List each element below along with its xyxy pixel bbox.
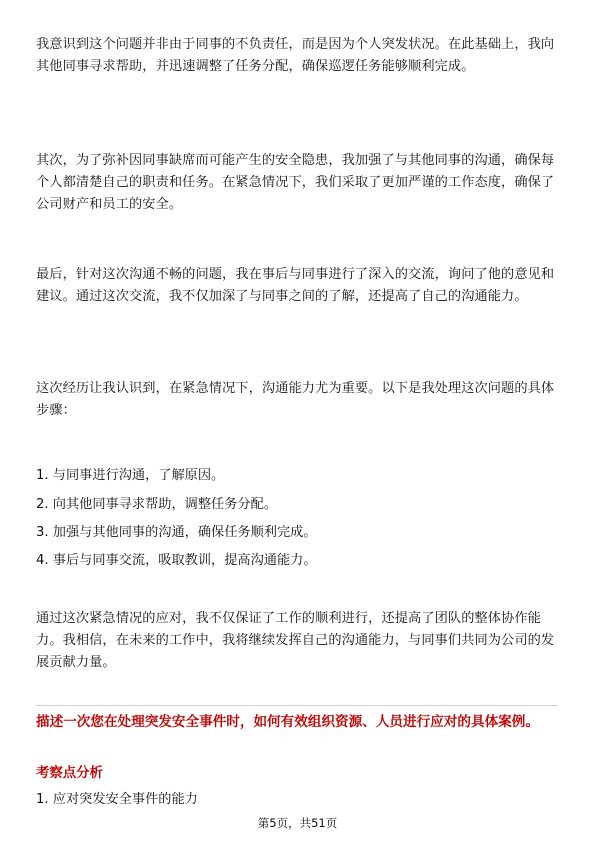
step-item-2: 2. 向其他同事寻求帮助，调整任务分配。 [36, 497, 277, 512]
page-footer: 第5页，共51页 [257, 816, 338, 830]
step-item-3: 3. 加强与其他同事的沟通，确保任务顺利完成。 [36, 525, 317, 540]
analysis-title: 考察点分析 [36, 766, 103, 781]
section-divider [36, 705, 558, 706]
analysis-item-1: 1. 应对突发安全事件的能力 [36, 792, 198, 807]
step-item-4: 4. 事后与同事交流，吸取教训，提高沟通能力。 [36, 553, 317, 568]
paragraph-1: 我意识到这个问题并非由于同事的不负责任，而是因为个人突发状况。在此基础上，我向其他同事寻求帮助，并迅速调整了任务分配，确保巡逻任务能够顺利完成。 [36, 37, 555, 74]
question-heading: 描述一次您在处理突发安全事件时，如何有效组织资源、人员进行应对的具体案例。 [36, 714, 539, 730]
paragraph-2: 其次，为了弥补因同事缺席而可能产生的安全隐患，我加强了与其他同事的沟通，确保每个人都清楚自己的职责和任务。在紧急情况下，我们采取了更加严谨的工作态度，确保了公司财产和员工的安全。 [36, 153, 555, 212]
paragraph-4: 这次经历让我认识到，在紧急情况下，沟通能力尤为重要。以下是我处理这次问题的具体步骤： [36, 381, 555, 418]
conclusion-paragraph: 通过这次紧急情况的应对，我不仅保证了工作的顺利进行，还提高了团队的整体协作能力。我相信，在未来的工作中，我将继续发挥自己的沟通能力，与同事们共同为公司的发展贡献力量。 [36, 611, 555, 670]
paragraph-3: 最后，针对这次沟通不畅的问题，我在事后与同事进行了深入的交流，询问了他的意见和建议。通过这次交流，我不仅加深了与同事之间的了解，还提高了自己的沟通能力。 [36, 267, 555, 304]
step-item-1: 1. 与同事进行沟通，了解原因。 [36, 468, 225, 483]
